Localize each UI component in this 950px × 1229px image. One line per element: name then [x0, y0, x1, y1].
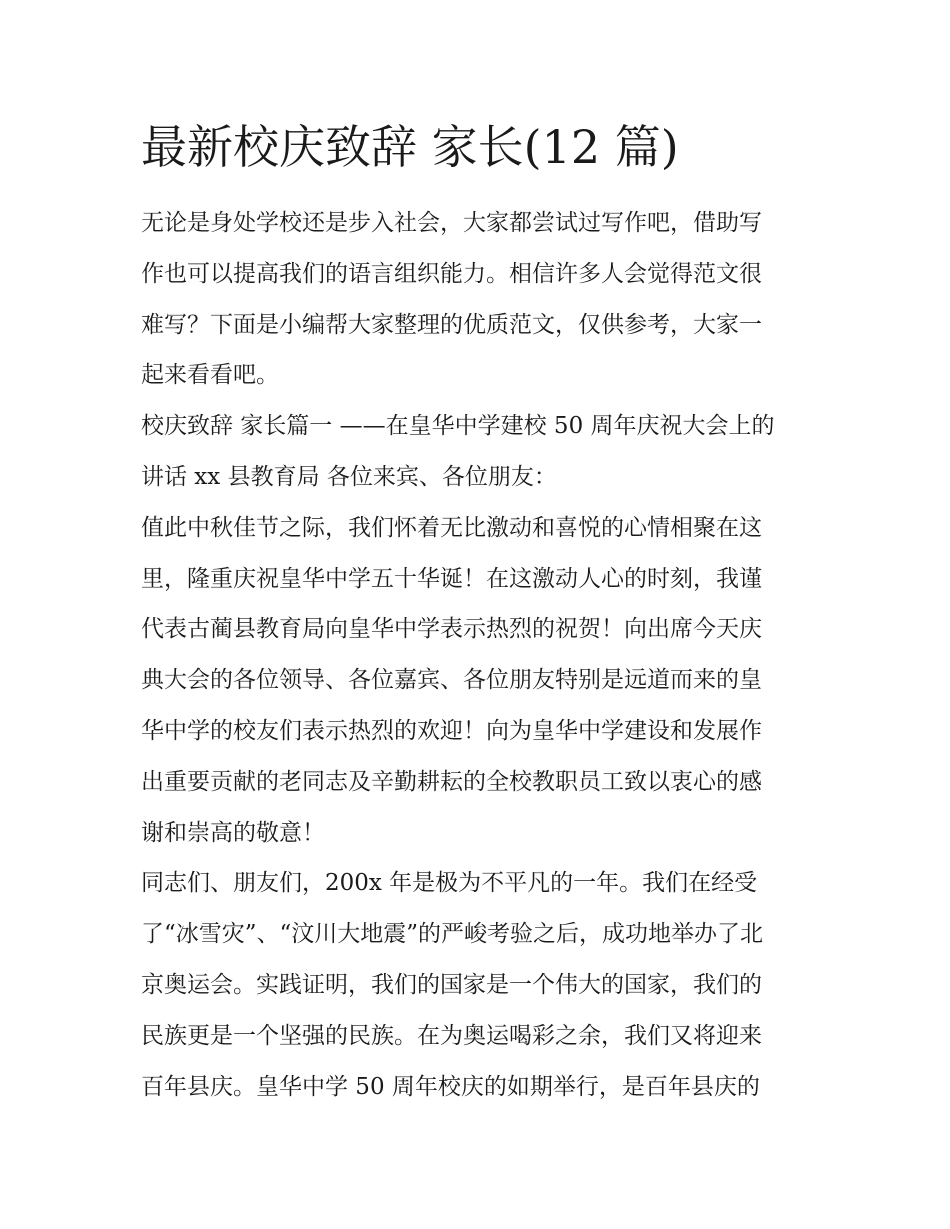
text-line: 京奥运会。实践证明，我们的国家是一个伟大的国家，我们的 — [141, 971, 762, 998]
section-heading-line: 校庆致辞 家长篇一 ——在皇华中学建校 50 周年庆祝大会上的 — [141, 413, 775, 440]
text-line: 无论是身处学校还是步入社会，大家都尝试过写作吧，借助写 — [141, 210, 762, 236]
text-line: 值此中秋佳节之际，我们怀着无比激动和喜悦的心情相聚在这 — [141, 514, 762, 541]
text-line: 讲话 xx 县教育局 各位来宾、各位朋友： — [141, 463, 557, 490]
text-line: 了“冰雪灾”、“汶川大地震”的严峻考验之后，成功地举办了北 — [141, 921, 764, 948]
text-line: 典大会的各位领导、各位嘉宾、各位朋友特别是远道而来的皇 — [141, 667, 762, 694]
text-line: 里，隆重庆祝皇华中学五十华诞！在这激动人心的时刻，我谨 — [141, 565, 762, 592]
text-line: 民族更是一个坚强的民族。在为奥运喝彩之余，我们又将迎来 — [141, 1022, 762, 1049]
text-line: 作也可以提高我们的语言组织能力。相信许多人会觉得范文很 — [141, 260, 762, 287]
text-line: 起来看看吧。 — [141, 362, 279, 389]
text-line: 出重要贡献的老同志及辛勤耕耘的全校教职员工致以衷心的感 — [141, 768, 762, 795]
text-line: 百年县庆。皇华中学 50 周年校庆的如期举行，是百年县庆的 — [141, 1073, 760, 1100]
text-line: 谢和崇高的敬意！ — [141, 819, 325, 846]
text-line: 同志们、朋友们，200x 年是极为不平凡的一年。我们在经受 — [141, 870, 758, 897]
text-line: 代表古蔺县教育局向皇华中学表示热烈的祝贺！向出席今天庆 — [141, 616, 762, 643]
document-title: 最新校庆致辞 家长(12 篇) — [141, 120, 679, 174]
document-body — [141, 198, 821, 1112]
text-line: 华中学的校友们表示热烈的欢迎！向为皇华中学建设和发展作 — [141, 717, 762, 744]
text-line: 难写？下面是小编帮大家整理的优质范文，仅供参考，大家一 — [141, 311, 762, 338]
